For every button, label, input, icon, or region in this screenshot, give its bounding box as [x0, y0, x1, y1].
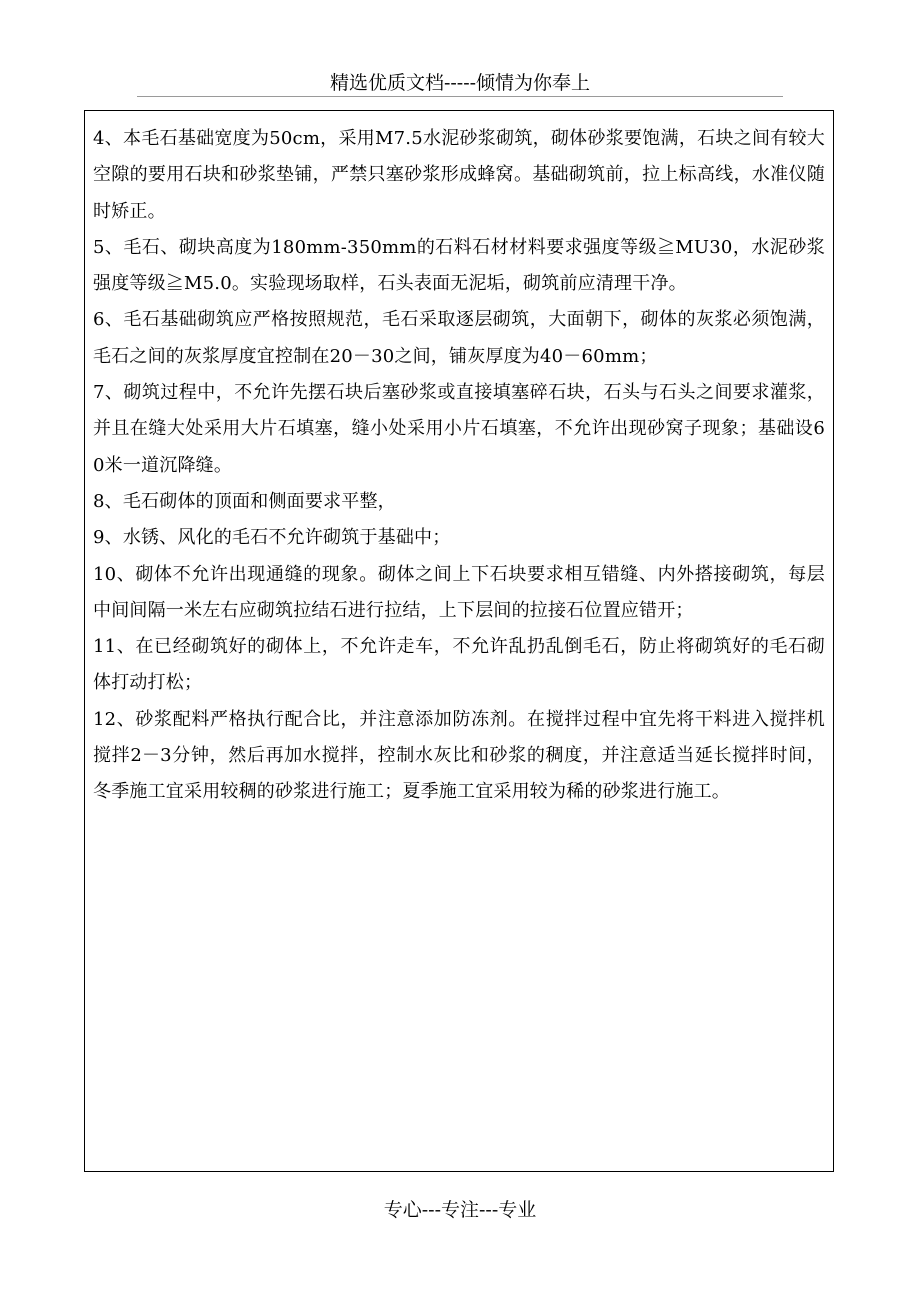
page-footer [0, 1193, 920, 1227]
document-body [93, 121, 825, 811]
footer-text: 专心---专注---专业 [383, 1199, 537, 1221]
paragraph-item-12: 12、砂浆配料严格执行配合比，并注意添加防冻剂。在搅拌过程中宜先将干料进入搅拌机搅拌2－3分钟，然后再加水搅拌，控制水灰比和砂浆的稠度，并注意适当延长搅拌时间，冬季施工宜采用较稠的砂浆进行施工；夏季施工宜采用较为稀的砂浆进行施工。 [93, 708, 825, 803]
paragraph-item-6: 6、毛石基础砌筑应严格按照规范，毛石采取逐层砌筑，大面朝下，砌体的灰浆必须饱满，毛石之间的灰浆厚度宜控制在20－30之间，铺灰厚度为40－60mm； [93, 309, 825, 367]
page-header [0, 66, 920, 100]
paragraph-item-4: 4、本毛石基础宽度为50cm，采用M7.5水泥砂浆砌筑，砌体砂浆要饱满，石块之间有较大空隙的要用石块和砂浆垫铺，严禁只塞砂浆形成蜂窝。基础砌筑前，拉上标高线，水准仪随时矫正。 [93, 128, 825, 222]
paragraph-item-10: 10、砌体不允许出现通缝的现象。砌体之间上下石块要求相互错缝、内外搭接砌筑，每层中间间隔一米左右应砌筑拉结石进行拉结，上下层间的拉接石位置应错开； [93, 563, 825, 621]
paragraph-item-8: 8、毛石砌体的顶面和侧面要求平整， [93, 490, 396, 512]
header-title: 精选优质文档-----倾情为你奉上 [329, 72, 591, 94]
header-divider [137, 96, 783, 97]
paragraph-item-7: 7、砌筑过程中，不允许先摆石块后塞砂浆或直接填塞碎石块，石头与石头之间要求灌浆，并且在缝大处采用大片石填塞，缝小处采用小片石填塞，不允许出现砂窝子现象；基础设60米一道沉降缝。 [93, 382, 825, 476]
paragraph-item-9: 9、水锈、风化的毛石不允许砌筑于基础中； [93, 527, 451, 549]
paragraph-item-5: 5、毛石、砌块高度为180mm-350mm的石料石材材料要求强度等级≧MU30，水泥砂浆强度等级≧M5.0。实验现场取样，石头表面无泥垢，砌筑前应清理干净。 [93, 236, 825, 295]
content-table-cell [84, 110, 834, 1172]
paragraph-item-11: 11、在已经砌筑好的砌体上，不允许走车，不允许乱扔乱倒毛石，防止将砌筑好的毛石砌体打动打松； [93, 636, 825, 694]
